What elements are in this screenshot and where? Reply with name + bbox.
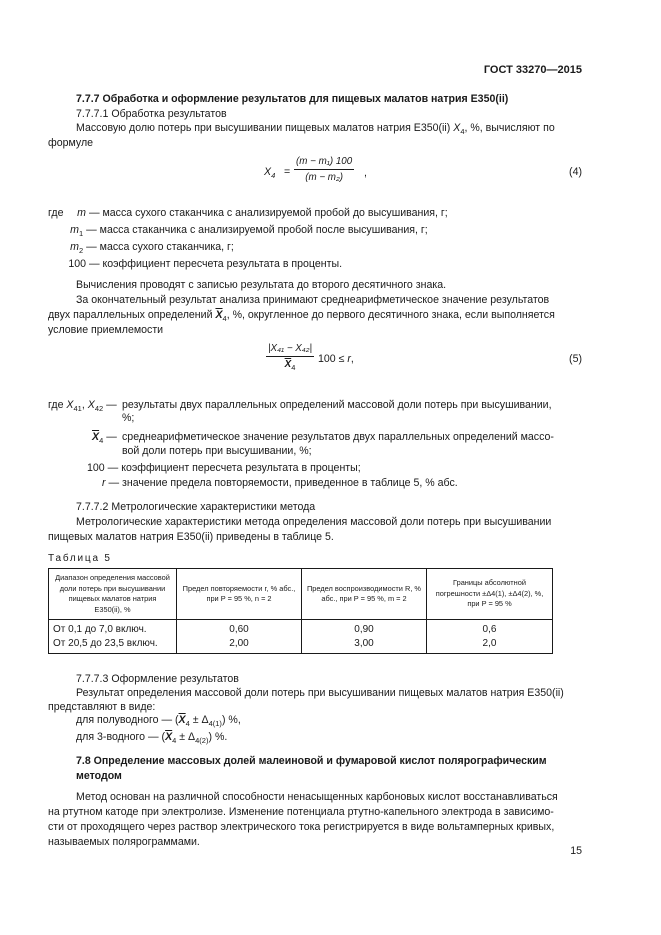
formula-5: [266, 342, 376, 376]
table-header-cell: Предел повторяемости r, % абс., при P = 95 %, n = 2: [177, 569, 302, 620]
result-trihydrate: для 3-водного — $(\overline{X}_4 \pm \Delta_{4(2)})$ %.: [76, 731, 228, 746]
section-heading-7-8-cont: методом: [76, 770, 122, 782]
calc-precision-note: Вычисления проводят с записью результата до второго десятичного знака.: [76, 279, 447, 291]
formula-4-comma: ,: [364, 167, 367, 179]
final-result-line-1: За окончательный результат анализа принимают среднеарифметическое значение результатов: [76, 294, 550, 306]
formula-4-fraction: [294, 155, 354, 184]
method-line-2: на ртутном катоде при электролизе. Изменение потенциала ртутно-капельного электрода в зависимо-: [48, 806, 554, 818]
subsection-title-7-7-7-2: 7.7.7.2 Метрологические характеристики метода: [76, 501, 316, 513]
where2-xbar-text-b: вой доли потерь при высушивании, %;: [122, 445, 312, 457]
page-number: 15: [570, 845, 582, 857]
section-heading-7-8: 7.8 Определение массовых долей малеиновой и фумаровой кислот полярографическим: [76, 755, 547, 767]
intro-text-tail: , %, вычисляют по: [464, 122, 555, 134]
where-item: m — масса сухого стаканчика с анализируемой пробой до высушивания, г;: [77, 207, 448, 219]
section-heading-7-7-7: 7.7.7 Обработка и оформление результатов для пищевых малатов натрия E350(ii): [76, 93, 509, 105]
where-item: $m_2$ — масса сухого стаканчика, г;: [70, 241, 234, 256]
table-5: [48, 568, 553, 654]
formula-4: [264, 155, 374, 189]
intro-symbol-sub: 4: [460, 127, 465, 137]
final-result-line-3: условие приемлемости: [48, 324, 164, 336]
formula-4-numerator: (m − m₁) 100: [294, 155, 354, 170]
formula-5-numerator: |X₄₁ − X₄₂|: [266, 342, 314, 357]
final-result-line-2: двух параллельных определений $\overline{X}_4$, %, округленное до первого десятичного знака, если выполняется: [48, 309, 555, 324]
equation-number-4: (4): [569, 166, 582, 178]
table-cell: От 20,5 до 23,5 включ.: [49, 637, 177, 654]
formula-5-fraction: [266, 342, 314, 371]
where-label: где: [48, 207, 64, 219]
intro-symbol: X: [453, 122, 461, 134]
equation-number-5: (5): [569, 353, 582, 365]
method-line-4: называемых полярограммами.: [48, 836, 200, 848]
formula-5-denominator: $\overline{X}_4$: [284, 359, 296, 372]
table-header-row: [49, 569, 553, 620]
method-line-1: Метод основан на различной способности ненасыщенных карбоновых кислот восстанавливаться: [76, 791, 558, 803]
formula-5-rest: 100 ≤ r,: [318, 353, 354, 365]
intro-line: [76, 120, 582, 136]
result-format-line-2: представляют в виде:: [48, 701, 156, 713]
formula-4-denominator: (m − m₂): [305, 172, 343, 183]
table-header-cell: Диапазон определения массовой доли потерь при высушивании пищевых малатов натрия E350(ii), %: [49, 569, 177, 620]
table-cell: 2,0: [427, 637, 553, 654]
table-row: [49, 620, 553, 638]
where-item: 100 — коэффициент пересчета результата в проценты.: [68, 258, 343, 270]
where2-100: 100 — коэффициент пересчета результата в проценты;: [87, 462, 361, 474]
where2-first: где $X_{41}$, $X_{42}$ —: [48, 399, 117, 414]
metrology-line-1: Метрологические характеристики метода определения массовой доли потерь при высушивании: [76, 516, 552, 528]
formula-4-equals: =: [284, 166, 291, 178]
result-semihydrate: для полуводного — $(\overline{X}_4 \pm \Delta_{4(1)})$ %,: [76, 714, 241, 729]
where2-xbar-symbol: $\overline{X}_4$ —: [92, 431, 117, 446]
table-header-cell: Границы абсолютной погрешности ±Δ4(1), ±Δ4(2), %, при P = 95 %: [427, 569, 553, 620]
table-row: [49, 637, 553, 654]
table-cell: 3,00: [302, 637, 427, 654]
table-cell: 0,6: [427, 620, 553, 638]
where-list: [56, 205, 582, 272]
result-format-line-1: Результат определения массовой доли потерь при высушивании пищевых малатов натрия E350(ii): [76, 687, 564, 699]
table-cell: 0,60: [177, 620, 302, 638]
table-cell: 0,90: [302, 620, 427, 638]
table-cell: 2,00: [177, 637, 302, 654]
table-5-wrap: [48, 568, 553, 654]
standard-number: ГОСТ 33270—2015: [483, 64, 582, 76]
where2-r: r — значение предела повторяемости, приведенное в таблице 5, % абс.: [102, 477, 458, 489]
table-caption: Таблица 5: [48, 553, 112, 564]
subsection-title-7-7-7-1: 7.7.7.1 Обработка результатов: [76, 108, 227, 120]
method-line-3: сти от проходящего через раствор электрического тока регистрируется в виде вольтамперных кривых,: [48, 821, 555, 833]
where-item: $m_1$ — масса стаканчика с анализируемой пробой после высушивания, г;: [70, 224, 428, 239]
where2-x-text-a: результаты двух параллельных определений массовой доли потерь при высушивании,: [122, 399, 552, 411]
table-cell: От 0,1 до 7,0 включ.: [49, 620, 177, 638]
intro-line-2: формуле: [48, 137, 94, 149]
metrology-line-2: пищевых малатов натрия E350(ii) приведены в таблице 5.: [48, 531, 334, 543]
where2-xbar-text-a: среднеарифметическое значение результатов двух параллельных определений массо-: [122, 431, 554, 443]
formula-4-lhs: $X_4$: [264, 166, 276, 181]
intro-text: Массовую долю потерь при высушивании пищевых малатов натрия E350(ii): [76, 122, 451, 134]
where2-x-text-b: %;: [122, 412, 135, 424]
table-header-cell: Предел воспроизводимости R, % абс., при P = 95 %, m = 2: [302, 569, 427, 620]
subsection-title-7-7-7-3: 7.7.7.3 Оформление результатов: [76, 673, 239, 685]
